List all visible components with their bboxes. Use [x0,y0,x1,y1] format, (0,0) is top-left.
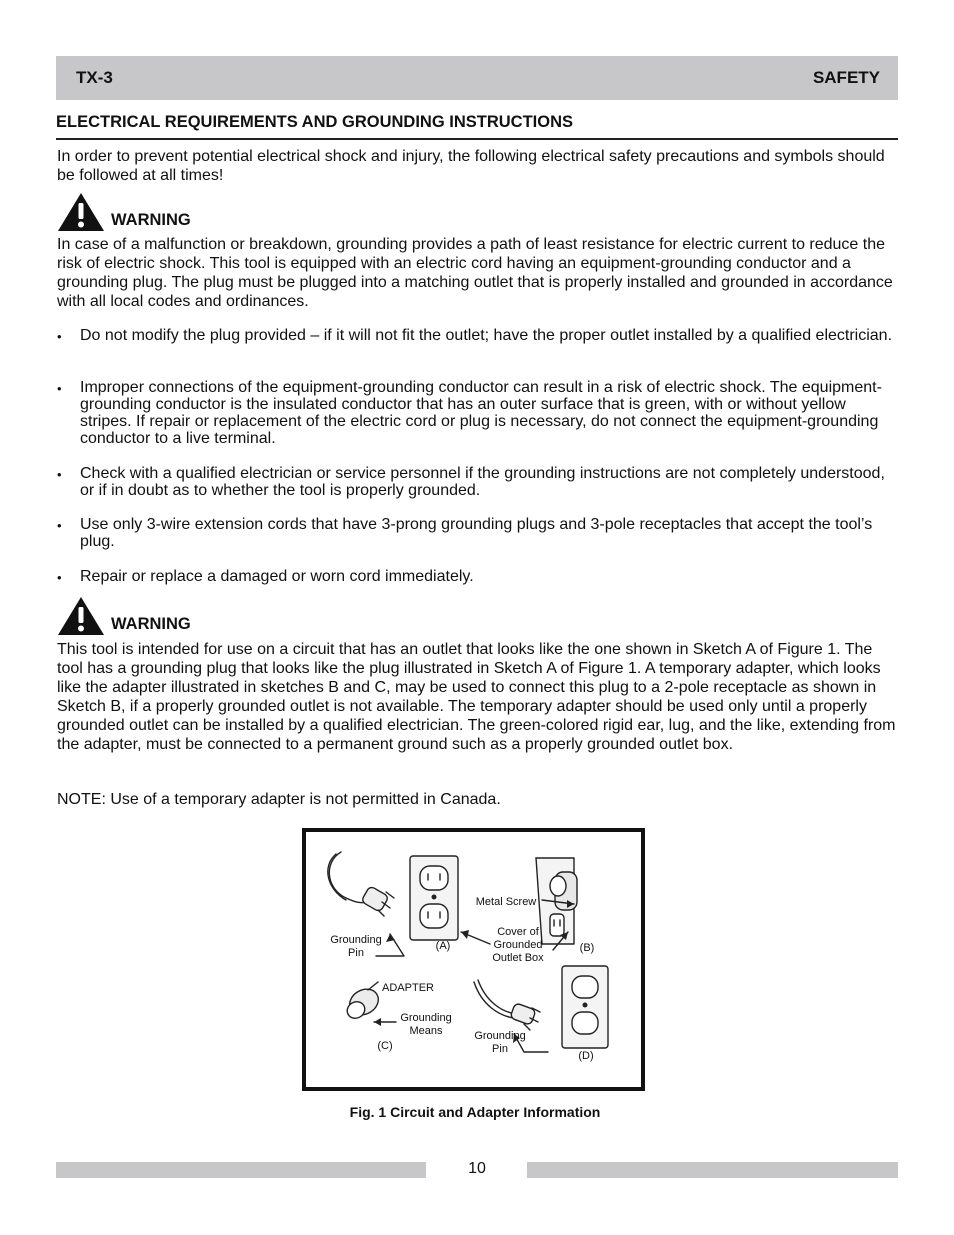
label-grounding-pin-d: Grounding Pin [474,1030,526,1055]
list-item-text: Use only 3-wire extension cords that have 3-prong grounding plugs and 3-pole receptacles that accept the tool’s plug. [80,516,873,550]
warning-label-2: WARNING [111,615,191,633]
section-title: ELECTRICAL REQUIREMENTS AND GROUNDING INSTRUCTIONS [56,113,898,140]
page-number: 10 [468,1160,486,1177]
section-name: SAFETY [812,68,880,87]
bullet-dot: • [57,518,62,533]
list-item-text: Improper connections of the equipment-grounding conductor can result in a risk of electric shock. The equipment-grounding conductor is the insulated conductor that has an outer surface that is green, with or without yellow stripes. If repair or replacement of the electric cord or plug is necessary, do not connect the equipment-grounding conductor to a live terminal. [80,379,882,447]
page-header [56,56,898,100]
label-metal-screw: Metal Screw [475,896,537,908]
bullet-dot: • [57,329,62,344]
note-paragraph: NOTE: Use of a temporary adapter is not permitted in Canada. [57,791,501,808]
label-cover-outlet-box: Cover of Grounded Outlet Box [492,926,544,964]
list-item-text: Do not modify the plug provided – if it will not fit the outlet; have the proper outlet installed by a qualified electrician. [80,327,893,344]
warning-text-2: This tool is intended for use on a circuit that has an outlet that looks like the one shown in Sketch A of Figure 1. The tool has a grounding plug that looks like the plug illustrated in Sketch A of Figure 1. A temporary adapter, which looks like the adapter illustrated in sketches B and C, may be used to connect this plug to a 2-pole receptacle as shown in Sketch B, if a properly grounded outlet is not available. The temporary adapter should be used only until a properly grounded outlet can be installed by a qualified electrician. The green-colored rigid ear, lug, and the like, extending from the adapter, must be connected to a permanent ground such as a properly grounded outlet box. [57,641,896,753]
intro-paragraph: In order to prevent potential electrical shock and injury, the following electrical safety precautions and symbols should be followed at all times! [57,148,885,184]
bullet-dot: • [57,570,62,585]
label-sketch-d: (D) [578,1050,594,1062]
warning-triangle-icon [57,596,105,636]
warning-heading-2 [57,596,191,636]
cord-a [329,852,366,903]
bullet-dot: • [57,381,62,396]
circuit-adapter-figure [302,828,645,1091]
label-grounding-pin-a: Grounding Pin [330,934,382,959]
list-item [57,465,893,499]
figure-caption: Fig. 1 Circuit and Adapter Information [349,1104,601,1120]
list-item [57,379,893,447]
list-item-text: Check with a qualified electrician or service personnel if the grounding instructions are not completely understood, or if in doubt as to whether the tool is properly grounded. [80,465,885,499]
label-sketch-b: (B) [579,942,595,954]
warning-triangle-icon [57,192,105,232]
warning-label-1: WARNING [111,211,191,229]
list-item [57,568,893,586]
warning-heading-1 [57,192,191,232]
label-sketch-a: (A) [435,940,451,952]
label-grounding-means: Grounding Means [400,1012,452,1037]
footer-bar-right [527,1162,898,1178]
list-item [57,327,893,345]
label-sketch-c: (C) [377,1040,393,1052]
label-adapter: ADAPTER [382,982,434,994]
list-item [57,516,893,550]
footer-bar-left [56,1162,426,1178]
model-name: TX-3 [76,68,113,87]
bullet-dot: • [57,467,62,482]
warning-text-1: In case of a malfunction or breakdown, grounding provides a path of least resistance for electric current to reduce the risk of electric shock. This tool is equipped with an electric cord having an equipment-grounding conductor and a grounding plug. The plug must be plugged into a matching outlet that is properly installed and grounded in accordance with all local codes and ordinances. [57,236,893,310]
list-item-text: Repair or replace a damaged or worn cord immediately. [80,568,474,585]
